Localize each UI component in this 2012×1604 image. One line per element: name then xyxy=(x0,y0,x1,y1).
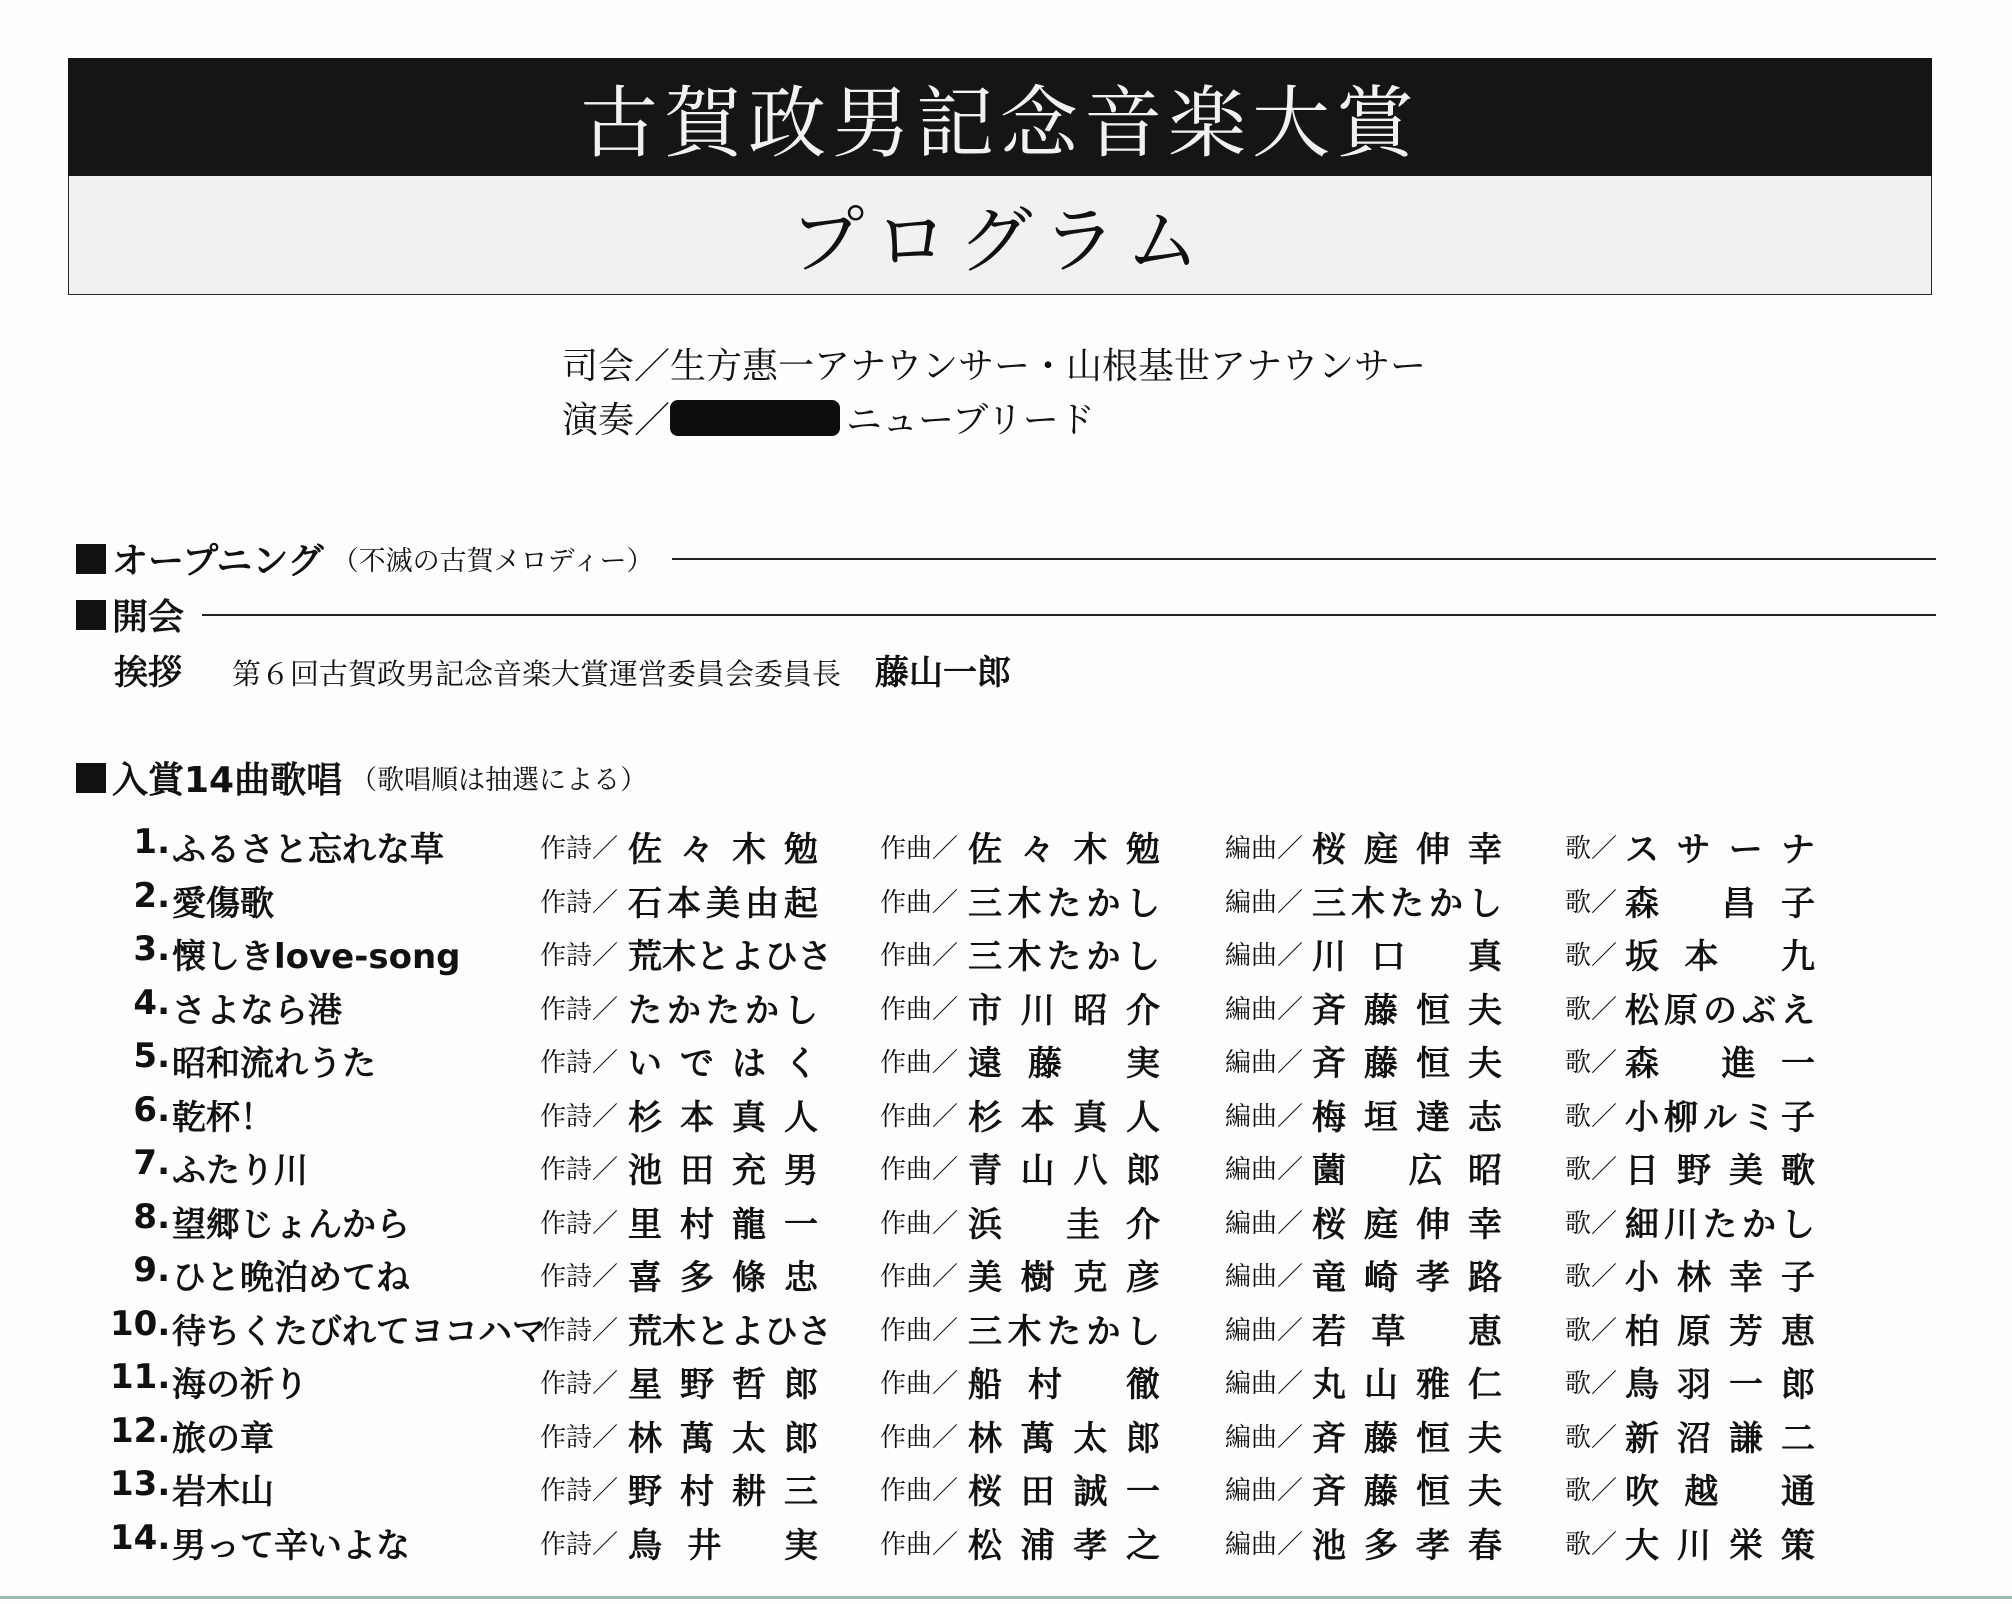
composer-label: 作曲／ xyxy=(880,1315,959,1346)
composer-label: 作曲／ xyxy=(880,1422,959,1453)
composer-label: 作曲／ xyxy=(880,1262,959,1292)
song-number: 2. xyxy=(133,875,170,916)
singer-label: 歌／ xyxy=(1565,1369,1618,1399)
song-title: 望郷じょんから xyxy=(172,1204,410,1245)
program-title: 古賀政男記念音楽大賞 xyxy=(579,79,1420,169)
composer: 浜 圭介 xyxy=(968,1204,1160,1245)
singer-label: 歌／ xyxy=(1565,941,1618,971)
song-title: さよなら港 xyxy=(172,990,342,1031)
composer-label: 作曲／ xyxy=(880,1101,959,1132)
song-row xyxy=(0,1086,2012,1140)
singer-label: 歌／ xyxy=(1565,1476,1618,1506)
lyrics-label: 作詩／ xyxy=(540,1101,619,1132)
songs-section-note: （歌唱順は抽選による） xyxy=(350,765,648,796)
arranger-label: 編曲／ xyxy=(1225,1208,1304,1239)
song-title: ふるさと忘れな草 xyxy=(172,830,444,870)
singer: 小林幸子 xyxy=(1625,1258,1815,1298)
song-row xyxy=(0,1353,2012,1407)
composer-label: 作曲／ xyxy=(880,1048,959,1078)
arranger: 池多孝春 xyxy=(1312,1525,1502,1566)
lyricist: 里村龍一 xyxy=(628,1204,818,1245)
greeting-role: 第６回古賀政男記念音楽大賞運営委員会委員長 xyxy=(232,657,842,691)
composer: 佐々木勉 xyxy=(968,830,1160,870)
arranger-label: 編曲／ xyxy=(1225,1101,1304,1132)
song-title: 海の祈り xyxy=(172,1365,308,1405)
page-edge-line xyxy=(0,1596,2012,1599)
arranger-label: 編曲／ xyxy=(1225,1369,1304,1399)
lyricist: 杉本真人 xyxy=(628,1097,818,1138)
song-title: ふたり川 xyxy=(172,1151,308,1191)
arranger: 三木たかし xyxy=(1312,883,1502,924)
song-number: 13. xyxy=(110,1464,171,1504)
arranger: 梅垣達志 xyxy=(1312,1097,1502,1138)
opening-note: （不滅の古賀メロディー） xyxy=(331,546,654,577)
song-number: 8. xyxy=(133,1196,170,1237)
singer: 森 進一 xyxy=(1625,1044,1815,1084)
arranger: 斉藤恒夫 xyxy=(1312,990,1502,1031)
arranger: 桜庭伸幸 xyxy=(1312,1204,1502,1245)
song-number: 7. xyxy=(133,1143,170,1183)
arranger-label: 編曲／ xyxy=(1225,1529,1304,1560)
lyricist: たかたかし xyxy=(628,990,818,1031)
singer: 大川栄策 xyxy=(1625,1525,1815,1566)
song-number: 3. xyxy=(133,929,170,969)
opening-section xyxy=(76,533,1936,584)
song-list xyxy=(0,818,2012,1567)
composer-label: 作曲／ xyxy=(880,994,959,1025)
arranger: 斉藤恒夫 xyxy=(1312,1472,1502,1512)
composer-label: 作曲／ xyxy=(880,834,959,864)
arranger: 川口 真 xyxy=(1312,937,1502,977)
song-row xyxy=(0,1032,2012,1086)
lyricist: 林萬太郎 xyxy=(628,1418,818,1459)
singer: 日野美歌 xyxy=(1625,1151,1815,1191)
song-row xyxy=(0,1246,2012,1300)
song-title: 乾杯！ xyxy=(172,1097,274,1138)
square-bullet-icon xyxy=(76,600,106,630)
songs-section xyxy=(76,752,647,803)
lyricist: 佐々木勉 xyxy=(628,830,818,870)
song-number: 12. xyxy=(110,1410,171,1451)
singer: 細川たかし xyxy=(1625,1204,1815,1245)
song-row xyxy=(0,925,2012,979)
arranger-label: 編曲／ xyxy=(1225,1422,1304,1453)
performer-name: ニューブリード xyxy=(846,400,1095,441)
singer-label: 歌／ xyxy=(1565,1048,1618,1078)
song-row xyxy=(0,872,2012,926)
song-number: 5. xyxy=(133,1036,170,1076)
lyrics-label: 作詩／ xyxy=(540,1315,619,1346)
song-title: 待ちくたびれてヨコハマ xyxy=(172,1311,546,1352)
song-number: 14. xyxy=(110,1517,171,1558)
arranger-label: 編曲／ xyxy=(1225,887,1304,918)
lyrics-label: 作詩／ xyxy=(540,834,619,864)
opening-title: オープニング xyxy=(112,541,324,582)
arranger-label: 編曲／ xyxy=(1225,1476,1304,1506)
lyrics-label: 作詩／ xyxy=(540,887,619,918)
arranger: 若草 恵 xyxy=(1312,1311,1502,1352)
song-number: 1. xyxy=(133,822,170,862)
arranger-label: 編曲／ xyxy=(1225,1262,1304,1292)
subtitle-banner xyxy=(68,176,1932,295)
kaikai-title: 開会 xyxy=(112,597,185,638)
greeting-label: 挨拶 xyxy=(114,653,182,693)
lyrics-label: 作詩／ xyxy=(540,1476,619,1506)
singer-label: 歌／ xyxy=(1565,887,1618,918)
singer-label: 歌／ xyxy=(1565,1155,1618,1185)
composer: 三木たかし xyxy=(968,937,1160,977)
song-row xyxy=(0,979,2012,1033)
lyrics-label: 作詩／ xyxy=(540,1155,619,1185)
song-row xyxy=(0,1407,2012,1461)
arranger: 斉藤恒夫 xyxy=(1312,1418,1502,1459)
song-title: ひと晩泊めてね xyxy=(172,1258,410,1298)
song-title: 昭和流れうた xyxy=(172,1044,376,1084)
lyrics-label: 作詩／ xyxy=(540,994,619,1025)
song-row xyxy=(0,1460,2012,1514)
arranger: 桜庭伸幸 xyxy=(1312,830,1502,870)
lyrics-label: 作詩／ xyxy=(540,1422,619,1453)
songs-section-title: 入賞14曲歌唱 xyxy=(112,760,343,801)
performer-prefix: 演奏／ xyxy=(562,400,671,441)
composer: 三木たかし xyxy=(968,883,1160,924)
arranger-label: 編曲／ xyxy=(1225,834,1304,864)
composer-label: 作曲／ xyxy=(880,887,959,918)
performer-line xyxy=(562,392,1095,443)
divider xyxy=(672,558,1936,560)
singer: 坂本 九 xyxy=(1625,937,1815,977)
composer: 遠藤 実 xyxy=(968,1044,1160,1084)
song-row xyxy=(0,818,2012,872)
arranger-label: 編曲／ xyxy=(1225,1315,1304,1346)
singer-label: 歌／ xyxy=(1565,1101,1618,1132)
lyricist: 星野哲郎 xyxy=(628,1365,818,1405)
square-bullet-icon xyxy=(76,763,106,793)
song-number: 6. xyxy=(133,1089,170,1130)
singer: スサーナ xyxy=(1625,830,1815,870)
singer-label: 歌／ xyxy=(1565,1262,1618,1292)
lyrics-label: 作詩／ xyxy=(540,1262,619,1292)
composer: 三木たかし xyxy=(968,1311,1160,1352)
composer: 市川昭介 xyxy=(968,990,1160,1031)
singer: 吹越 通 xyxy=(1625,1472,1815,1512)
singer: 鳥羽一郎 xyxy=(1625,1365,1815,1405)
arranger: 斉藤恒夫 xyxy=(1312,1044,1502,1084)
composer-label: 作曲／ xyxy=(880,1369,959,1399)
lyricist: 鳥井 実 xyxy=(628,1525,818,1566)
singer: 柏原芳恵 xyxy=(1625,1311,1815,1352)
song-row xyxy=(0,1139,2012,1193)
song-title: 男って辛いよな xyxy=(172,1525,410,1566)
lyricist: 野村耕三 xyxy=(628,1472,818,1512)
composer: 杉本真人 xyxy=(968,1097,1160,1138)
song-title: 旅の章 xyxy=(172,1418,274,1459)
program-subtitle: プログラム xyxy=(790,198,1210,284)
arranger: 薗 広昭 xyxy=(1312,1151,1502,1191)
composer: 青山八郎 xyxy=(968,1151,1160,1191)
song-number: 10. xyxy=(110,1303,171,1344)
song-title: 懐しきlove-song xyxy=(172,937,461,977)
arranger-label: 編曲／ xyxy=(1225,994,1304,1025)
song-title: 岩木山 xyxy=(172,1472,274,1512)
host-line: 司会／生方惠一アナウンサー・山根基世アナウンサー xyxy=(562,346,1427,387)
singer: 小柳ルミ子 xyxy=(1625,1097,1815,1138)
composer: 美樹克彦 xyxy=(968,1258,1160,1298)
song-row xyxy=(0,1514,2012,1568)
singer: 松原のぶえ xyxy=(1625,990,1815,1031)
composer: 桜田誠一 xyxy=(968,1472,1160,1512)
song-number: 9. xyxy=(133,1250,170,1290)
arranger-label: 編曲／ xyxy=(1225,1155,1304,1185)
lyrics-label: 作詩／ xyxy=(540,1048,619,1078)
singer: 森 昌子 xyxy=(1625,883,1815,924)
arranger: 丸山雅仁 xyxy=(1312,1365,1502,1405)
singer-label: 歌／ xyxy=(1565,994,1618,1025)
lyricist: 荒木とよひさ xyxy=(628,1311,832,1352)
singer-label: 歌／ xyxy=(1565,1422,1618,1453)
song-number: 4. xyxy=(133,982,170,1023)
lyricist: 喜多條忠 xyxy=(628,1258,818,1298)
composer: 林萬太郎 xyxy=(968,1418,1160,1459)
square-bullet-icon xyxy=(76,544,106,574)
lyricist: いではく xyxy=(628,1044,818,1084)
lyricist: 石本美由起 xyxy=(628,883,818,924)
singer-label: 歌／ xyxy=(1565,1208,1618,1239)
song-row xyxy=(0,1193,2012,1247)
song-row xyxy=(0,1300,2012,1354)
singer-label: 歌／ xyxy=(1565,834,1618,864)
lyrics-label: 作詩／ xyxy=(540,1369,619,1399)
song-number: 11. xyxy=(110,1357,171,1397)
singer-label: 歌／ xyxy=(1565,1315,1618,1346)
greeting-line xyxy=(114,645,1011,694)
lyricist: 池田充男 xyxy=(628,1151,818,1191)
greeting-name: 藤山一郎 xyxy=(875,653,1012,693)
composer: 松浦孝之 xyxy=(968,1525,1160,1566)
arranger-label: 編曲／ xyxy=(1225,1048,1304,1078)
title-banner xyxy=(68,58,1932,176)
composer-label: 作曲／ xyxy=(880,1208,959,1239)
song-title: 愛傷歌 xyxy=(172,883,274,924)
kaikai-section xyxy=(76,589,1936,640)
divider xyxy=(202,614,1936,616)
lyrics-label: 作詩／ xyxy=(540,1208,619,1239)
composer-label: 作曲／ xyxy=(880,1476,959,1506)
lyrics-label: 作詩／ xyxy=(540,1529,619,1560)
composer-label: 作曲／ xyxy=(880,1155,959,1185)
arranger-label: 編曲／ xyxy=(1225,941,1304,971)
singer-label: 歌／ xyxy=(1565,1529,1618,1560)
redaction-mark xyxy=(670,400,840,436)
lyricist: 荒木とよひさ xyxy=(628,937,832,977)
composer: 船村 徹 xyxy=(968,1365,1160,1405)
singer: 新沼謙二 xyxy=(1625,1418,1815,1459)
lyrics-label: 作詩／ xyxy=(540,941,619,971)
composer-label: 作曲／ xyxy=(880,1529,959,1560)
arranger: 竜崎孝路 xyxy=(1312,1258,1502,1298)
composer-label: 作曲／ xyxy=(880,941,959,971)
